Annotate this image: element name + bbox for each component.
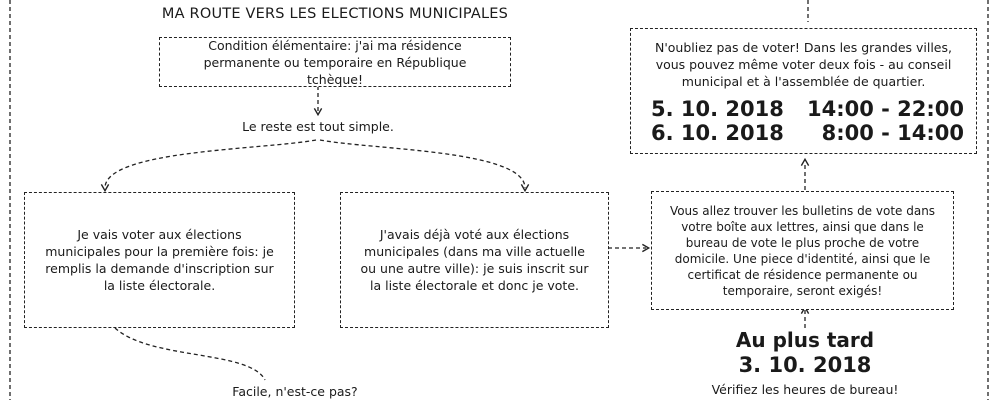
deadline-label: Au plus tard: [735, 328, 875, 352]
condition-box: [159, 37, 511, 87]
already-voted-box: [340, 192, 609, 328]
arrow-to-first-time: [105, 140, 316, 188]
reminder-box: [630, 28, 977, 154]
schedule-hours-2: 8:00 - 14:00: [821, 121, 964, 145]
condition-text: Condition élémentaire: j'ai ma résidence permanente ou temporaire en République tchèque!: [203, 37, 467, 87]
simple-text: Le reste est tout simple.: [242, 119, 394, 134]
curve-first-time-to-easy: [115, 328, 265, 380]
easy-text: Facile, n'est-ce pas?: [232, 384, 358, 399]
ballots-box: [651, 191, 954, 310]
page-title: MA ROUTE VERS LES ELECTIONS MUNICIPALES: [161, 6, 509, 22]
already-voted-text: J'avais déjà voté aux élections municipales (dans ma ville actuelle ou une autre ville): je suis inscrit sur la liste électorale et donc je vote.: [360, 227, 589, 293]
first-time-text: Je vais voter aux élections municipales pour la première fois: je remplis la demande d'inscription sur la liste électorale.: [45, 227, 274, 293]
deadline-date: 3. 10. 2018: [738, 353, 872, 377]
ballots-text: Vous allez trouver les bulletins de vote dans votre boîte aux lettres, ainsi que dans le bureau de vote le plus proche de votre domicile. Une piece d'identité, ainsi que le certificat de résidence permanente ou temporaire, seront exigés!: [669, 203, 936, 298]
deadline-note: Vérifiez les heures de bureau!: [711, 382, 899, 397]
schedule-date-1: 5. 10. 2018: [651, 97, 784, 121]
arrow-to-already: [320, 140, 525, 188]
first-time-box: [24, 192, 295, 328]
schedule-hours-1: 14:00 - 22:00: [806, 97, 964, 121]
reminder-text: N'oubliez pas de voter! Dans les grandes villes, vous pouvez même voter deux fois - au conseil municipal et à l'assemblée de quartier.: [654, 40, 952, 89]
schedule-date-2: 6. 10. 2018: [651, 121, 784, 145]
